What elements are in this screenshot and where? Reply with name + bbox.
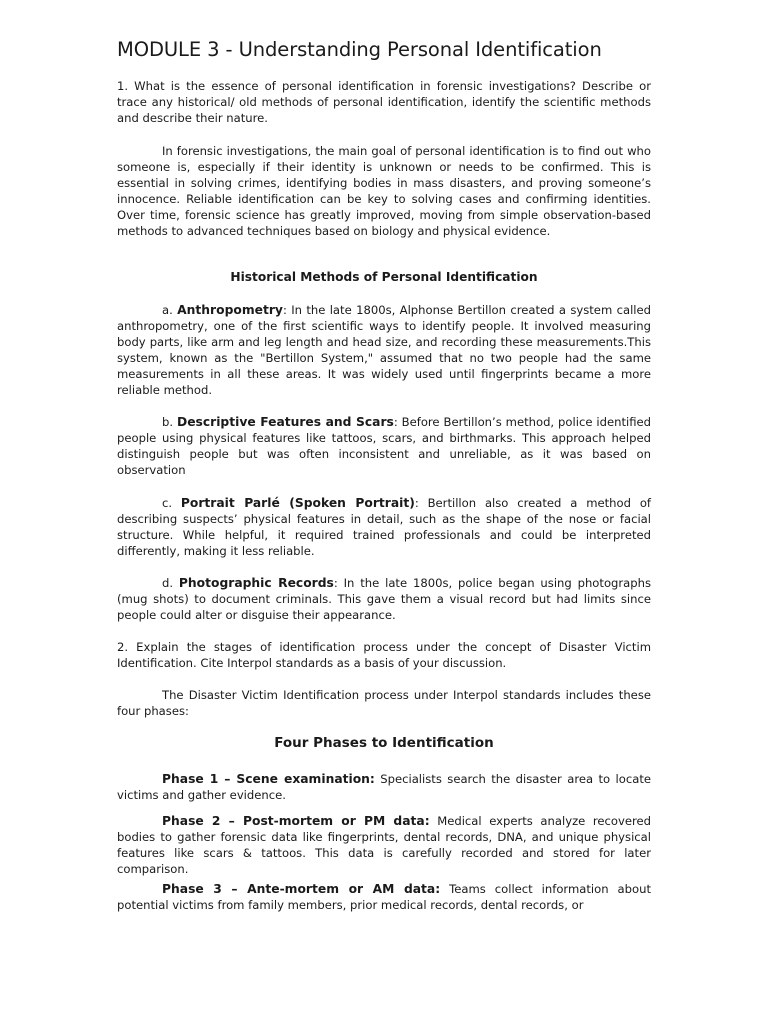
phase-term: Phase 2 – Post-mortem or PM data: <box>162 814 430 828</box>
question-2-text: 2. Explain the stages of identification process under the concept of Disaster Victim Identification. Cite Interpol standards as a basis of your discussion. <box>117 640 651 670</box>
answer-2-text: The Disaster Victim Identification process under Interpol standards includes these four phases: <box>117 688 651 718</box>
method-term: Photographic Records <box>178 576 334 590</box>
phase-term: Phase 1 – Scene examination: <box>162 772 375 786</box>
method-term: Portrait Parlé (Spoken Portrait) <box>180 496 415 510</box>
method-term: Anthropometry <box>177 303 283 317</box>
method-text: : Before Bertillon’s method, police identified people using physical features like tattoos, scars, and birthmarks. This approach helped distinguish people but was often inconsistent and unreliable, as it was based on observation <box>117 415 652 477</box>
answer-1 <box>117 143 651 239</box>
method-item-photographic-records <box>117 575 651 623</box>
phase-text: Teams collect information about potential victims from family members, prior medical records, dental records, or <box>117 882 651 912</box>
method-prefix: b. <box>162 415 177 429</box>
section-heading-four-phases: Four Phases to Identification <box>274 735 494 751</box>
method-prefix: a. <box>162 303 178 317</box>
phase-text: Specialists search the disaster area to locate victims and gather evidence. <box>117 772 651 802</box>
method-prefix: c. <box>162 496 181 510</box>
method-item-portrait-parle <box>117 495 651 559</box>
method-item-descriptive-features <box>117 414 651 478</box>
phase-item-1 <box>117 771 651 803</box>
phase-item-3 <box>117 881 651 913</box>
question-1 <box>117 78 651 126</box>
method-text: : In the late 1800s, police began using photographs (mug shots) to document criminals. This gave them a visual record but had limits since people could alter or disguise their appearance. <box>117 576 652 622</box>
method-text: : In the late 1800s, Alphonse Bertillon created a system called anthropometry, one of the first scientific ways to identify people. It involved measuring body parts, like arm and leg length and head size, and recording these measurements.This system, known as the "Bertillon System," assumed that no two people had the same measurements in all these areas. It was widely used until fingerprints became a more reliable method. <box>117 303 652 397</box>
page-title: MODULE 3 - Understanding Personal Identification <box>117 38 602 61</box>
method-text: : Bertillon also created a method of describing suspects’ physical features in detail, such as the shape of the nose or facial structure. While helpful, it required trained professionals and could be interpreted differently, making it less reliable. <box>117 496 651 558</box>
phase-term: Phase 3 – Ante-mortem or AM data: <box>162 882 441 896</box>
method-term: Descriptive Features and Scars <box>176 415 394 429</box>
answer-1-text: In forensic investigations, the main goal of personal identification is to find out who someone is, especially if their identity is unknown or needs to be confirmed. This is essential in solving crimes, identifying bodies in mass disasters, and proving someone’s innocence. Reliable identification can be key to solving cases and confirming identities. Over time, forensic science has greatly improved, moving from simple observation-based methods to advanced techniques based on biology and physical evidence. <box>117 144 651 238</box>
question-2 <box>117 639 651 671</box>
phase-text: Medical experts analyze recovered bodies to gather forensic data like fingerprints, dental records, DNA, and unique physical features like scars & tattoos. This data is carefully recorded and stored for later comparison. <box>117 814 651 876</box>
answer-2 <box>117 687 651 719</box>
method-item-anthropometry <box>117 302 651 398</box>
phase-item-2 <box>117 813 651 877</box>
section-heading-historical-methods: Historical Methods of Personal Identification <box>230 270 538 284</box>
method-prefix: d. <box>162 576 179 590</box>
question-1-text: 1. What is the essence of personal identification in forensic investigations? Describe or trace any historical/ old methods of personal identification, identify the scientific methods and describe their nature. <box>117 79 651 125</box>
